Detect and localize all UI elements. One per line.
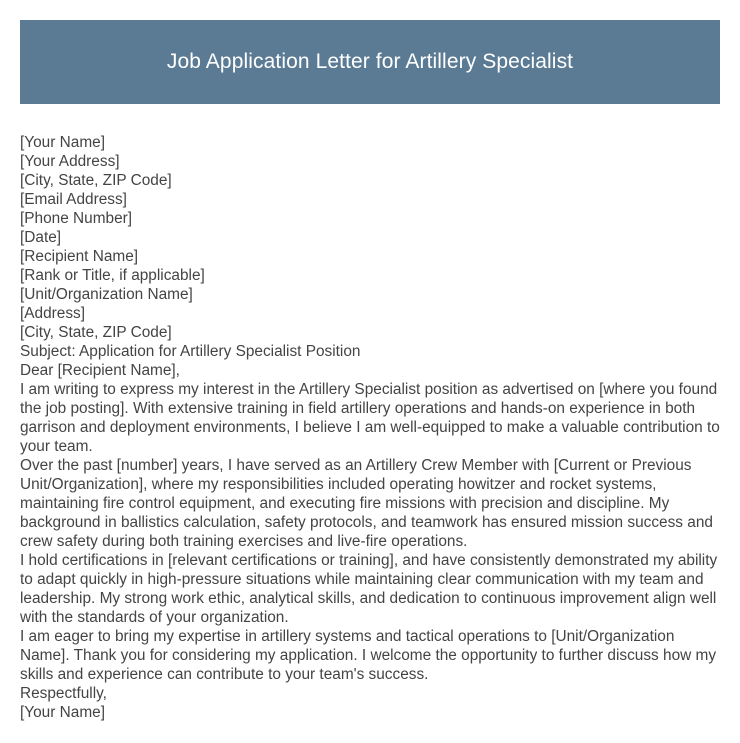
letter-closing: Respectfully, [20,685,107,702]
sender-email: [Email Address] [20,191,127,208]
letter-salutation: Dear [Recipient Name], [20,362,180,379]
sender-name: [Your Name] [20,134,105,151]
paragraph-introduction: I am writing to express my interest in the Artillery Specialist position as advertised on [where you found the job posting]. With extensive training in field artillery operations and hands-on experience in both garrison and deployment environments, I believe I am well-equipped to make a valuable contribution to your team. [20,381,720,455]
page-title: Job Application Letter for Artillery Specialist [166,50,574,73]
letter-date: [Date] [20,229,62,246]
recipient-name: [Recipient Name] [20,248,139,265]
paragraph-experience: Over the past [number] years, I have served as an Artillery Crew Member with [Current or Previous Unit/Organization], where my responsibilities included operating howitzer and rocket systems, maintaining fire control equipment, and executing fire missions with precision and discipline. My background in ballistics calculation, safety protocols, and teamwork has ensured mission success and crew safety during both training exercises and live-fire operations. [20,457,713,550]
paragraph-closing-remarks: I am eager to bring my expertise in artillery systems and tactical operations to [Unit/Organization Name]. Thank you for considering my application. I welcome the opportunity to further discuss how my skills and experience can contribute to your team's success. [20,628,717,683]
recipient-address: [Address] [20,305,86,322]
sender-phone: [Phone Number] [20,210,133,227]
sender-city-state-zip: [City, State, ZIP Code] [20,172,172,189]
letter-subject: Subject: Application for Artillery Specialist Position [20,343,361,360]
paragraph-certifications: I hold certifications in [relevant certifications or training], and have consistently demonstrated my ability to adapt quickly in high-pressure situations while maintaining clear communication with my team and leadership. My strong work ethic, analytical skills, and dedication to continuous improvement align well with the standards of your organization. [20,552,718,626]
letter-body [20,133,722,722]
recipient-rank: [Rank or Title, if applicable] [20,267,205,284]
recipient-city-state-zip: [City, State, ZIP Code] [20,324,172,341]
letter-header-banner [20,20,720,104]
sender-address: [Your Address] [20,153,120,170]
letter-signature: [Your Name] [20,704,105,721]
recipient-unit: [Unit/Organization Name] [20,286,193,303]
